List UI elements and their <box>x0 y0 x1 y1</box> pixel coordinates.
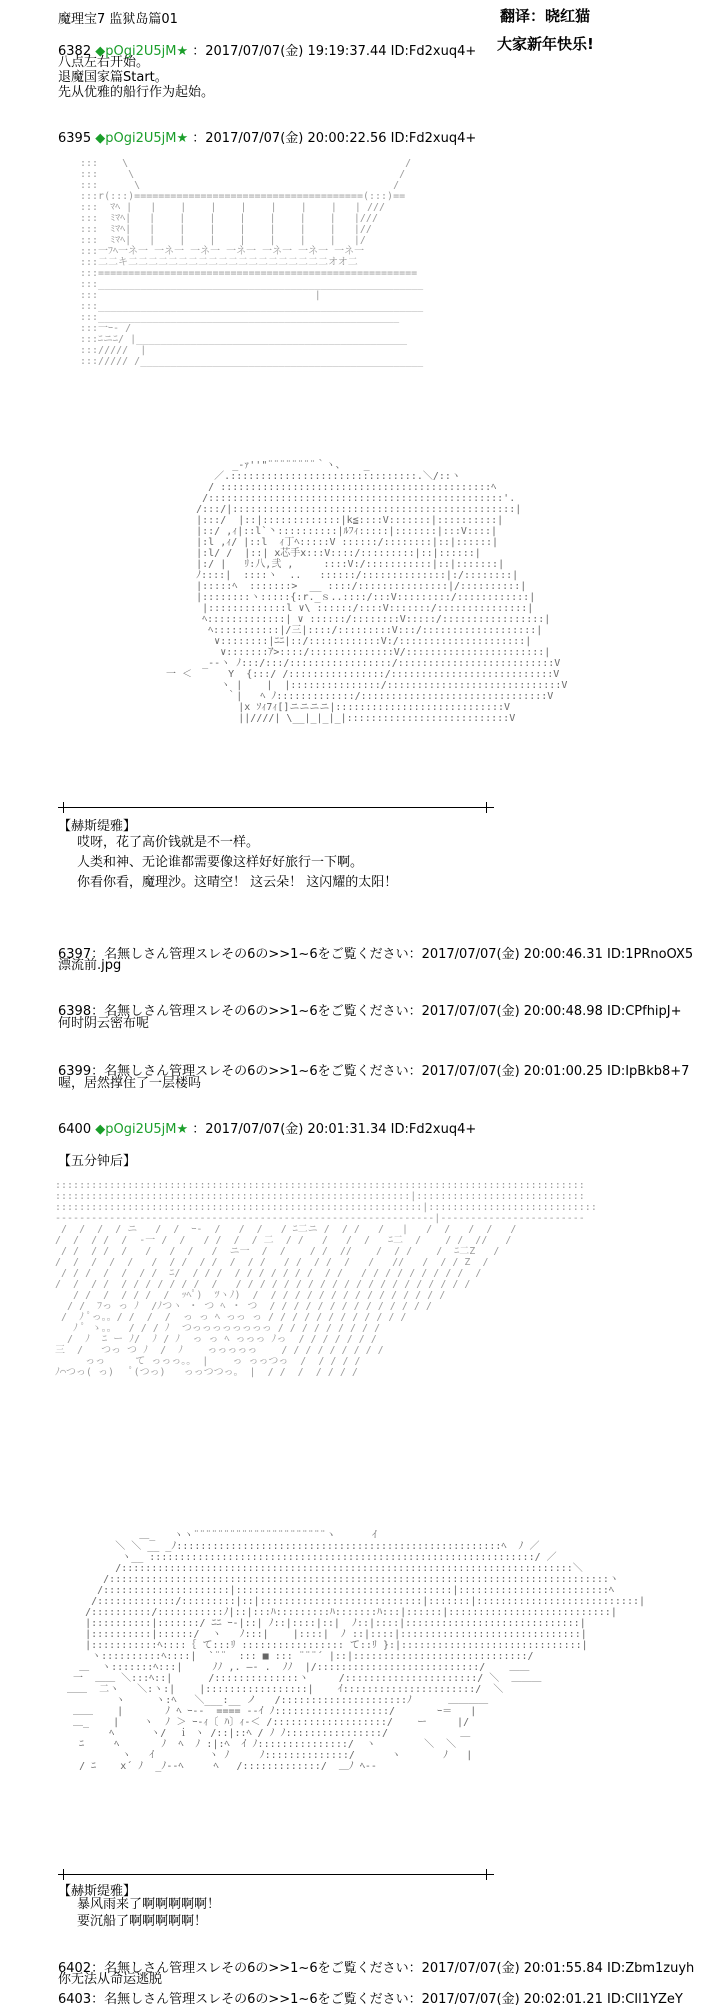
author-tripcode: ◆pOgi2U5jM <box>95 44 177 59</box>
post-body: 哎呀，花了高价钱就是不一样。 人类和神、无论谁都需要像这样好好旅行一下啊。 你看你看，魔理沙。这晴空！ 这云朵！ 这闪耀的太阳！ <box>77 835 398 890</box>
post-header <box>58 1118 476 1137</box>
post-meta: ：名無しさん管理スレその6の>>1~6をご覧ください：2017/07/07(金) 20:02:01.21 ID:CIl1YZeY <box>91 1992 683 2007</box>
post-number[interactable]: 6403 <box>58 1992 92 2007</box>
post-number[interactable]: 6397 <box>58 947 92 962</box>
divider <box>58 1874 494 1875</box>
post-meta: ：名無しさん管理スレその6の>>1~6をご覧ください：2017/07/07(金) 20:01:00.25 ID:IpBkb8+7 <box>91 1064 690 1079</box>
divider-tick <box>63 802 64 813</box>
post-meta: ：2017/07/07(金) 20:00:22.56 ID:Fd2xuq4+ <box>192 131 477 146</box>
post-number[interactable]: 6395 <box>58 131 92 146</box>
scene-label: 【五分钟后】 <box>58 1154 137 1169</box>
post-meta: ：名無しさん管理スレその6の>>1~6をご覧ください：2017/07/07(金) 20:00:46.31 ID:1PRnoOX5 <box>91 947 694 962</box>
author-tripcode: ◆pOgi2U5jM <box>95 1122 177 1137</box>
post-body: 何时阴云密布呢 <box>58 1016 150 1031</box>
speaker-name: 【赫斯缇雅】 <box>58 1884 137 1899</box>
speaker-name: 【赫斯缇雅】 <box>58 819 137 834</box>
greeting: 大家新年快乐! <box>497 35 594 53</box>
star-icon: ★ <box>176 131 189 146</box>
star-icon: ★ <box>176 1122 189 1137</box>
post-number[interactable]: 6398 <box>58 1004 92 1019</box>
post-header <box>58 127 476 146</box>
post-header <box>58 943 693 962</box>
divider-tick <box>63 1869 64 1880</box>
post-body: 漂流前.jpg <box>58 958 122 973</box>
post-body: 你无法从命运逃脱 <box>58 1972 163 1987</box>
translator-credit: 翻译：晓红猫 <box>500 7 591 25</box>
divider <box>58 807 494 808</box>
post-header <box>58 1988 683 2007</box>
divider-tick <box>486 802 487 813</box>
ascii-art-storm: :::::::::::::::::::::::::::::::::::::::::::::::::::::::::::::::::::::::::::::::::::::::: :::::::::::::::::::::::::::::::::::::::::::::::::::::::::::|:::::::::::::::::::::::::::: :::::::::::::::::::::::::::::::::::::::::::::::::::::::::::::|:::::::::::::::::::::::::::: ---------------------------------------------------------------|------------------------ / / / / ニ / / ｰ- / / / / ﾆ二ニ / / / / | / / / / / / / / / / -一 / / / / / / 二 / / / / / ﾆ二 / / / // / / / / / / / / / / ニ一 / / / / // / / / / ﾆ二Z / / / / / / / / / / / / / / / / / / / / // / / / Z / / / / / / / / ﾆ/ / / / / / / / / / / / / / / / / / / / / / / / / / / / / / / / / / / / / / / / / / / / / / / / / / / / / / / / / / / / / / ｯﾍﾟ) ﾂヽﾉ) / / / / / / / / / / / / / / / / / / ﾌっ っ ﾉ /ﾉつヽ ・ つ ﾍ ・ つ / / / / / / / / / / / / / / / ﾉ ﾟっ。。/ / / / っ っ ﾍ っっ っ / / / / / / / / / / / / ﾉ ﾟ ゝ。。 / / / ﾉ つっっっっっっっっ / / / / / / / / / / ﾉ ﾆ ー ﾉ/ ﾉ / ﾉ っ っ ﾍ っっっ ﾉっ / / / / / / / 三 / つっ つ ﾉ / ﾉ っっっっっ / / / / / / / / / っっ て っっっ。。 | っ っっつっ / / / / / ﾉ⌒つっ( っ) ﾟ(つっ) っっつつっ。 | / / / / / / / <box>55 1180 597 1378</box>
post-meta: ：名無しさん管理スレその6の>>1~6をご覧ください：2017/07/07(金) 20:01:55.84 ID:Zbm1zuyh <box>91 1961 695 1976</box>
divider-tick <box>486 1869 487 1880</box>
post-header <box>58 1000 682 1019</box>
ascii-art-hestia-storm: ＿_ ヽヽ¨¨¨¨¨¨¨¨¨¨¨¨¨¨¨¨¨¨¨¨¨¨ヽ ｲ ＼ ＼ __ _ﾉ::::::::::::::::::::::::::::::::::::::::::::::::::::::ﾍ ﾉ ／ ヽ__ ::::::::::::::::::::::::::::::::::::::::::::::::::::::::::::::::/ ／ /:::::::::::::::::::::::::::::::::::::::::::::::::::::::::::::::::::::::::::＼ /:::::::::::::::::::::::::::::::::::::::::::::::::::::::::::::::::::::::::::::::::::ヽ /:::::::::::::::::::::|::::::::::::::::::::::::::::::::::::|:::::::::::::::::::::::::ﾍ /:::::::::::::/:::::::::|::|:::::::::::::::::::::::::::|:::::::|:::::::::::::::::::::::::::| /::::::::::/:::::::::::ﾉ|::|:::ﾊ:::::::::ﾊ:::::::ﾊ:::|::::::|:::::::::::::::::::::::::::| |::::::::::|:::::::/ ﾆﾆ ｰ-|::| ﾉ::|::::|::| ﾉ::|::::|:::::::::::::::::::::::::::::| |::::::::::|::::::/ ヽ ﾉ:::| |::::| ﾉ ::|::::|::::::::::::::::::::::::::::::| |:::::::::::ﾍ::::｛ て:::ﾘ ::::::::::::::::: て::ﾘ }:|::::::::::::::::::::::::::::::| ヽ::::::::::ﾍ::::| `¨¨ ::: ■ ::: ¨¨¨´ |::|:::::::::::::::::::::::::::::/ ＿ ヽ:::::::ﾍ:::| ﾉﾉ ,. ―- . ﾉﾉ |/:::::::::::::::::::::::::::/ ＿＿ 一 ＿＿ ＼:::ﾍ::| /::::::::::::::ヽ /::::::::::::::::::::::/ ＼ ＿＿＿ ＿＿ 二ヽ ＼:ヽ:| |:::::::::::::::::| ｲ::::::::::::::::::::::/ ＼ ヽ ヽ:ﾍ ＼___:__ ノ /:::::::::::::::::::::ﾉ ＿＿＿＿ ＿＿ | ﾉ ﾍ ｰ-- ==== ‐-ｲ ﾉ:::::::::::::::::::/ ｰ＝ | ＿_ | ヽ ﾉ ＞ ｰ-ｨ〔 ﾊ〕ｨ-＜ /:::::::::::::::::::/ ー |/ ﾍ ヽ/ ｉ ヽ /::|::ﾍ / ﾉ ﾉ::::::::::::::::/ ＿ ﾆ ﾍ ﾉ ﾍ ﾉ :|:ﾍ ｲ ﾉ:::::::::::::::/ ヽ ＼ ＼ ヽ ｲ ヽ ﾉ ﾉ::::::::::::::/ ヽ ﾉ | / ﾆ x´ ﾉ _ﾉ‐-ﾍ ﾍ /:::::::::::::/ ＿ﾉ ﾍ‐- <box>67 1530 646 1772</box>
post-number[interactable]: 6399 <box>58 1064 92 1079</box>
post-number[interactable]: 6402 <box>58 1961 92 1976</box>
star-icon: ★ <box>176 44 189 59</box>
post-meta: ：名無しさん管理スレその6の>>1~6をご覧ください：2017/07/07(金) 20:00:48.98 ID:CPfhipJ+ <box>91 1004 682 1019</box>
author-tripcode: ◆pOgi2U5jM <box>95 131 177 146</box>
post-body: 八点左右开始。 退魔国家篇Start。 先从优雅的船行作为起始。 <box>58 55 215 100</box>
post-number[interactable]: 6382 <box>58 44 92 59</box>
post-body: 暴风雨来了啊啊啊啊啊！ 要沉船了啊啊啊啊啊！ <box>77 1897 221 1929</box>
post-meta: ：2017/07/07(金) 20:01:31.34 ID:Fd2xuq4+ <box>192 1122 477 1137</box>
post-meta: ：2017/07/07(金) 19:19:37.44 ID:Fd2xuq4+ <box>192 44 477 59</box>
post-body: 喔，居然撑住了一层楼吗 <box>58 1076 202 1091</box>
post-number[interactable]: 6400 <box>58 1122 92 1137</box>
ascii-art-hestia-sunny: _-ｧ''"¨¨¨¨¨¨¨¨｀ヽ、 _ ／.:::::::::::::::::::::::::::::::.＼/::ヽ / :::::::::::::::::::::::::::::::::::::::::::::ﾍ /:::::::::::::::::::::::::::::::::::::::::::::::::'. /:::/|:::::::::::::::::::::::::::::::::::::::::::::::| |:::/ |::|:::::::::::::|k≦::::V:::::::|::::::::::| |::/ ,ｨ|::l`丶::::::::::|ﾙﾌｨ:::::|:::::::|:::V::::| |:l ,ｨ/ |::l ｨ丁ﾍ:::::V ::::::/::::::::|::|::::::| |:l/ / |::| ⅹ芯手ⅹ:::V::::/:::::::::|::|::::::| |:/ | ﾘ:八,弐 , ::::V:/:::::::::::|::|:::::::| ﾉ::::| ::::ヽ .. ::::::/::::::::::::::|:/::::::::| |:::::ﾍ :::::::> __ ::::/:::::::::::::::|/::::::::::| |::::::::ヽ:::::{:r._ｓ..::::/:::V:::::::::/::::::::::::| |:::::::::::::l ∨\ ::::::/::::V:::::::/:::::::::::::::| ﾍ:::::::::::::| ∨ ::::::/::::::::V:::::/:::::::::::::::::| ﾍ:::::::::::|/三|::::/:::::::::V:::/:::::::::::::::::::| ∨::::::::|ﾆﾆ|::/::::::::::::V:/:::::::::::::::::::::| ∨:::::::ｱ>::::/::::::::::::::V/:::::::::::::::::::::::| _-‐ヽ ﾉ:::/:::/:::::::::::::::::/::::::::::::::::::::::::::V 一 ＜ Y {:::/ /::::::::::::::::/:::::::::::::::::::::::::::V ヽ | | |:::::::::::::::/:::::::::::::::::::::::::::::V ｀| ﾍ ﾉ:::::::::::::/:::::::::::::::::::::::::::::::V |x ｿｨ7ｨ[]ニニニニ|::::::::::::::::::::::::::::V ||////| \__|_|_|_|:::::::::::::::::::::::::::V <box>166 460 568 724</box>
ascii-art-ship-deck: ::: \ / ::: \ / ::: \ / :::r(:::)======================================(:::)== ::: ﾏﾍ | | | | | | | | | /// ::: ﾐﾏﾍ| | | | | | | | |/// ::: ﾐﾏﾍ| | | | | | | | |// ::: ﾐﾏﾍ| | | | | | | | |/ :::一ﾌﾍ一ネ一 一ネ一 一ネ一 一ネ一 一ネ一 一ネ一 一ネ一 :::二二キ二二二二二二二二二二二二二二二二二二二二オオ二 :::===================================================== :::______________________________________________________ ::: | :::______________________________________________________ :::__________________________________________________ :::一ｰ- / :::ﾆニﾆ/ |_____________________________________________ :::///// | :::///// /_______________________________________________ <box>80 158 424 367</box>
page-title: 魔理宝7 监狱岛篇01 <box>58 12 178 27</box>
